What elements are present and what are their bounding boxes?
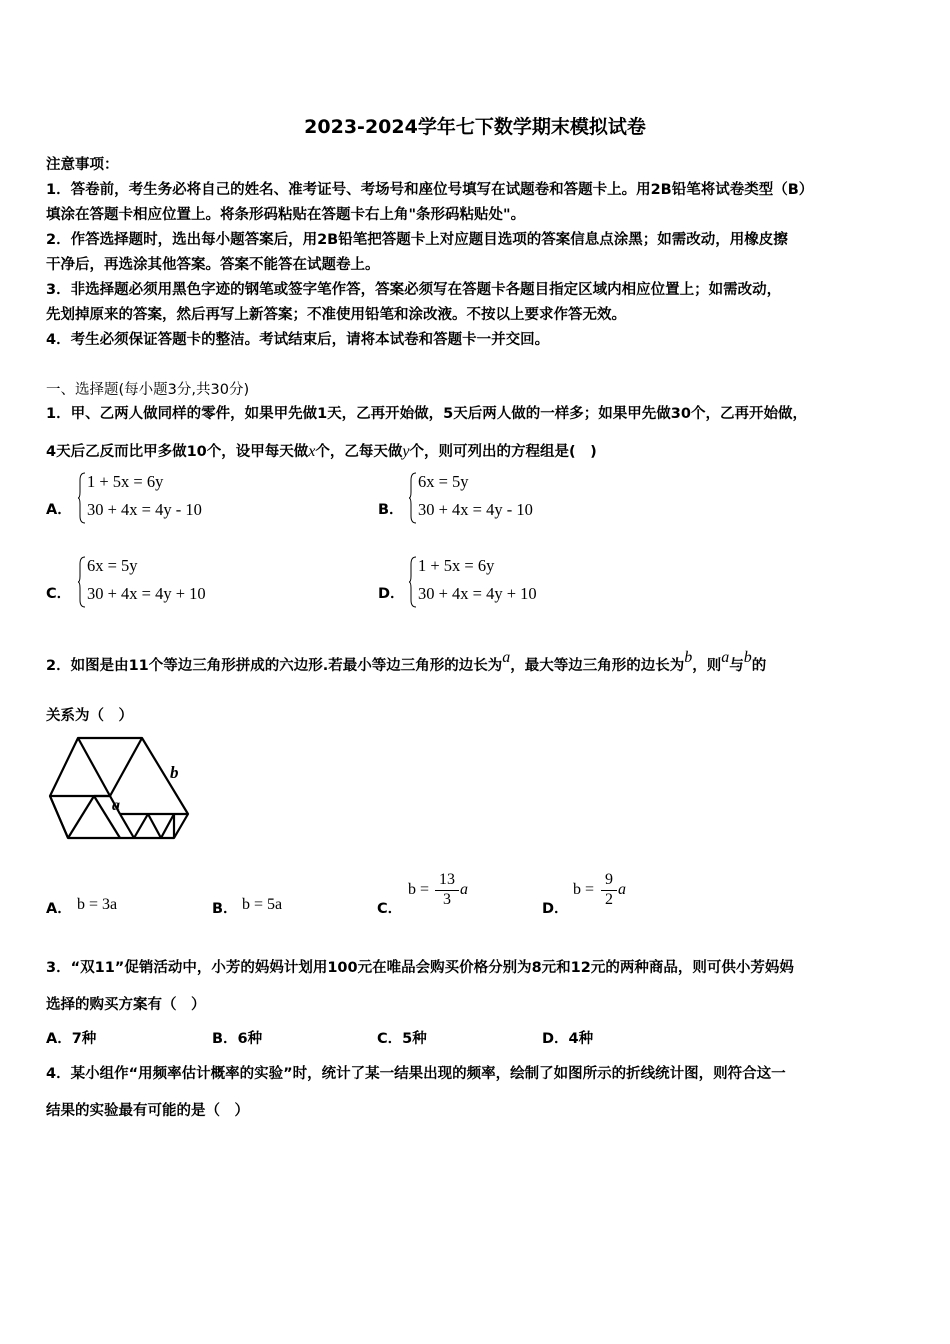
option-c-lhs: b =: [408, 881, 430, 898]
question-2-line-1: 2．如图是由11个等边三角形拼成的六边形.若最小等边三角形的边长为a，最大等边三角形的边长为b，则a与b的: [46, 649, 767, 674]
option-b-label: B．: [212, 901, 238, 917]
option-a-label: A．: [46, 502, 72, 518]
option-d-lhs: b =: [573, 881, 595, 898]
question-4-line-2: 结果的实验最有可能的是（ ）: [46, 1103, 249, 1119]
notice-line: 填涂在答题卡相应位置上。将条形码粘贴在答题卡右上角"条形码粘贴处"。: [46, 207, 526, 223]
option-c-label: C．: [46, 586, 72, 602]
equation-2: 30 + 4x = 4y - 10: [87, 500, 202, 519]
notice-line: 先划掉原来的答案，然后再写上新答案；不准使用铅笔和涂改液。不按以上要求作答无效。: [46, 307, 626, 323]
option-c-rhs: a: [460, 881, 468, 898]
option-b: B．6种: [212, 1031, 263, 1047]
equation-1: 6x = 5y: [87, 556, 138, 575]
brace-icon: [408, 556, 418, 608]
option-d-rhs: a: [618, 881, 626, 898]
brace-icon: [408, 472, 418, 524]
figure-label-a: a: [112, 797, 120, 814]
brace-icon: [77, 472, 87, 524]
question-1-line-2: 4天后乙反而比甲多做10个，设甲每天做x个，乙每天做y个，则可列出的方程组是( ): [46, 443, 597, 460]
equation-1: 1 + 5x = 6y: [418, 556, 495, 575]
question-3-line-2: 选择的购买方案有（ ）: [46, 997, 206, 1013]
equation-1: 6x = 5y: [418, 472, 469, 491]
option-a: A．7种: [46, 1031, 97, 1047]
equation-1: 1 + 5x = 6y: [87, 472, 164, 491]
notice-line: 3．非选择题必须用黑色字迹的钢笔或签字笔作答，答案必须写在答题卡各题目指定区域内相应位置上；如需改动，: [46, 282, 782, 298]
page-title: 2023-2024学年七下数学期末模拟试卷: [304, 116, 646, 138]
denominator: 3: [435, 890, 459, 909]
option-a-expression: b = 3a: [77, 896, 118, 913]
variable-b: b: [684, 649, 693, 666]
option-d-label: D．: [378, 586, 405, 602]
variable-b: b: [743, 649, 752, 666]
denominator: 2: [601, 890, 617, 909]
numerator: 9: [605, 871, 613, 888]
notice-line: 干净后，再选涂其他答案。答案不能答在试题卷上。: [46, 257, 380, 273]
option-b-label: B．: [378, 502, 404, 518]
question-1-line-1: 1．甲、乙两人做同样的零件，如果甲先做1天，乙再开始做，5天后两人做的一样多；如果甲先做30个，乙再开始做，: [46, 406, 807, 422]
option-c-fraction: [435, 871, 459, 909]
notice-line: 1．答卷前，考生务必将自己的姓名、准考证号、考场号和座位号填写在试题卷和答题卡上。用2B铅笔将试卷类型（B）: [46, 182, 814, 198]
option-d-fraction: [601, 871, 617, 909]
question-3-line-1: 3．“双11”促销活动中，小芳的妈妈计划用100元在唯品会购买价格分别为8元和12元的两种商品，则可供小芳妈妈: [46, 960, 794, 976]
section-heading: 一、选择题(每小题3分,共30分): [46, 382, 250, 398]
option-d: D．4种: [542, 1031, 594, 1047]
brace-icon: [77, 556, 87, 608]
option-c: C．5种: [377, 1031, 427, 1047]
variable-y: y: [402, 443, 410, 460]
question-4-line-1: 4．某小组作“用频率估计概率的实验”时，统计了某一结果出现的频率，绘制了如图所示的折线统计图，则符合这一: [46, 1066, 786, 1082]
option-d-label: D．: [542, 901, 569, 917]
equation-2: 30 + 4x = 4y - 10: [418, 500, 533, 519]
option-b-expression: b = 5a: [242, 896, 283, 913]
hexagon-triangles-figure: [44, 734, 194, 844]
equation-2: 30 + 4x = 4y + 10: [87, 584, 206, 603]
variable-a: a: [721, 649, 730, 666]
numerator: 13: [439, 871, 455, 888]
equation-2: 30 + 4x = 4y + 10: [418, 584, 537, 603]
option-c-label: C．: [377, 901, 403, 917]
notice-line: 2．作答选择题时，选出每小题答案后，用2B铅笔把答题卡上对应题目选项的答案信息点涂黑；如需改动，用橡皮擦: [46, 232, 788, 248]
variable-a: a: [502, 649, 511, 666]
notice-heading: 注意事项：: [46, 157, 119, 173]
figure-label-b: b: [170, 763, 179, 782]
notice-line: 4．考生必须保证答题卡的整洁。考试结束后，请将本试卷和答题卡一并交回。: [46, 332, 550, 348]
option-a-label: A．: [46, 901, 72, 917]
variable-x: x: [308, 443, 316, 460]
question-2-line-2: 关系为（ ）: [46, 708, 133, 724]
